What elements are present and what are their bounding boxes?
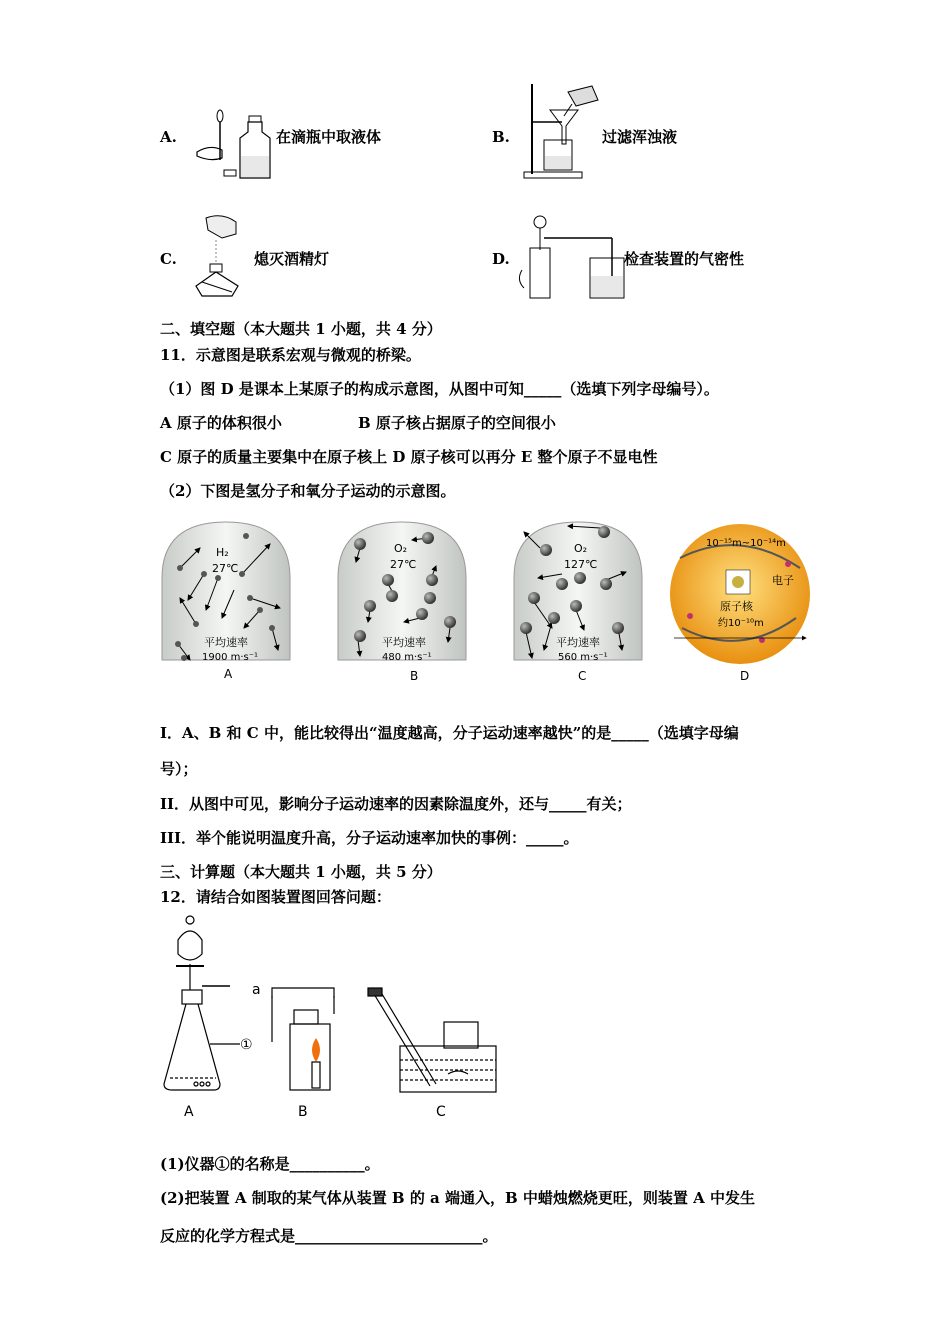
choice-a: A 原子的体积很小	[160, 414, 282, 432]
q12-part1: (1)仪器①的名称是__________。	[160, 1155, 380, 1173]
apparatus-c	[368, 988, 496, 1092]
panel-b-speed-label: 平均速率	[382, 636, 426, 649]
panel-b-dome	[338, 522, 466, 683]
question-II: II．从图中可见，影响分子运动速率的因素除温度外，还与_____有关；	[160, 795, 632, 813]
panel-a-caption: A	[224, 667, 233, 681]
option-b-text: 过滤浑浊液	[602, 128, 678, 146]
panel-b-speed: 480 m·s⁻¹	[382, 652, 432, 663]
option-d-text: 检查装置的气密性	[624, 250, 745, 268]
airtightness-check-icon	[518, 210, 626, 302]
option-a-letter: A.	[160, 128, 177, 146]
panel-c-caption: C	[578, 669, 587, 683]
section3-heading: 三、计算题（本大题共 1 小题，共 5 分）	[160, 863, 442, 881]
panel-d-size-text: 10⁻¹⁵m~10⁻¹⁴m	[706, 538, 786, 549]
panel-d-nucleus: 原子核	[720, 600, 753, 613]
question-11-part1: （1）图 D 是课本上某原子的构成示意图，从图中可知_____（选填下列字母编号）。	[160, 380, 719, 398]
molecule-motion-figure	[160, 518, 810, 690]
panel-b-molecule: O₂	[394, 542, 408, 555]
panel-d-atom-size: 约10⁻¹⁰m	[718, 618, 764, 629]
label-b: B	[298, 1104, 308, 1120]
label-c: C	[436, 1104, 446, 1120]
panel-c-speed: 560 m·s⁻¹	[558, 652, 608, 663]
port-a: a	[252, 982, 261, 998]
question-11: 11．示意图是联系宏观与微观的桥梁。	[160, 346, 421, 364]
panel-a-speed-label: 平均速率	[204, 636, 248, 649]
panel-c-speed-label: 平均速率	[556, 636, 600, 649]
panel-a-molecule: H₂	[216, 546, 229, 559]
q12-part2-line2: 反应的化学方程式是_________________________。	[160, 1227, 498, 1245]
panel-c-temp: 127℃	[564, 558, 598, 571]
question-I-line2: 号）；	[160, 760, 198, 778]
choice-c-d-e: C 原子的质量主要集中在原子核上 D 原子核可以再分 E 整个原子不显电性	[160, 448, 658, 466]
option-c-text: 熄灭酒精灯	[254, 250, 330, 268]
panel-a-temp: 27℃	[212, 562, 239, 575]
option-b-letter: B.	[492, 128, 510, 146]
option-c-letter: C.	[160, 250, 177, 268]
question-11-part2: （2）下图是氢分子和氧分子运动的示意图。	[160, 482, 456, 500]
apparatus-b	[272, 988, 334, 1090]
option-d-letter: D.	[492, 250, 510, 268]
panel-b-caption: B	[410, 669, 419, 683]
option-a-text: 在滴瓶中取液体	[276, 128, 382, 146]
panel-a-dome	[162, 522, 290, 681]
panel-b-temp: 27℃	[390, 558, 417, 571]
dropper-bottle-icon	[192, 108, 274, 180]
panel-d-atom	[668, 520, 810, 683]
alcohol-lamp-icon	[192, 212, 254, 300]
question-I-line1: I．A、B 和 C 中，能比较得出“温度越高，分子运动速率越快”的是_____（选填字母编	[160, 724, 739, 742]
filtration-setup-icon	[522, 80, 604, 180]
choice-b: B 原子核占据原子的空间很小	[358, 414, 556, 432]
marker-1: ①	[240, 1037, 253, 1053]
label-a: A	[184, 1104, 194, 1120]
apparatus-a	[164, 916, 240, 1090]
panel-a-speed: 1900 m·s⁻¹	[202, 652, 259, 663]
panel-c-molecule: O₂	[574, 542, 588, 555]
section2-heading: 二、填空题（本大题共 1 小题，共 4 分）	[160, 320, 442, 338]
q12-part2-line1: (2)把装置 A 制取的某气体从装置 B 的 a 端通入，B 中蜡烛燃烧更旺，则装置 A 中发生	[160, 1189, 755, 1207]
panel-d-caption: D	[740, 669, 750, 683]
panel-d-electron: 电子	[772, 574, 794, 587]
question-III: III．举个能说明温度升高，分子运动速率加快的事例：_____。	[160, 829, 579, 847]
panel-c-dome	[514, 522, 642, 683]
apparatus-figure	[158, 914, 508, 1124]
question-12: 12．请结合如图装置图回答问题：	[160, 888, 391, 906]
